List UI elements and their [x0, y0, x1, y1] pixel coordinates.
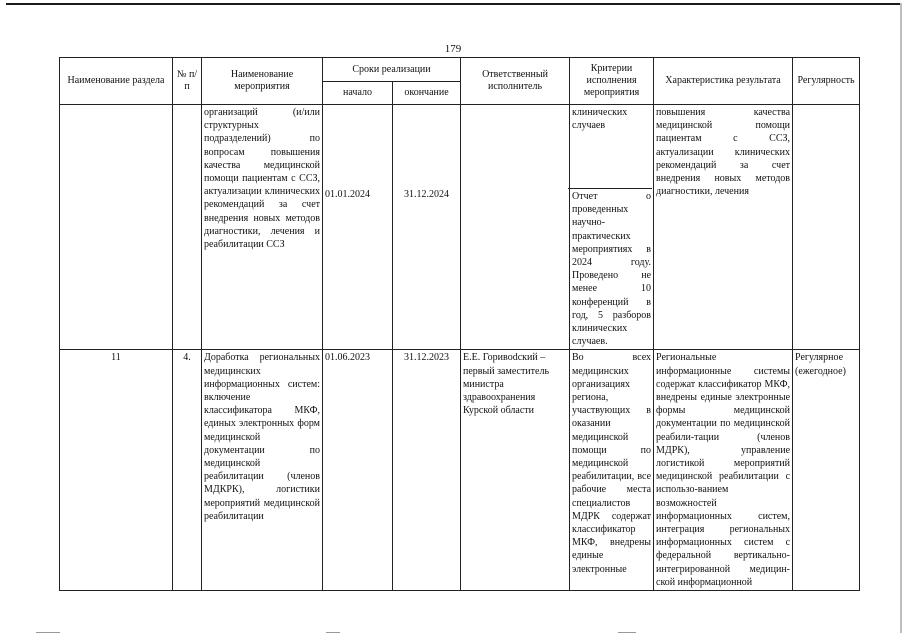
footer-mark-left [36, 632, 60, 633]
cell-end-11: 31.12.2023 [393, 350, 461, 591]
plan-table [59, 57, 860, 591]
page-number: 179 [444, 43, 462, 55]
cell-start-continued: 01.01.2024 [323, 105, 393, 350]
page-top-edge [6, 3, 901, 5]
cell-number-empty [173, 105, 202, 350]
header-responsible: Ответственный исполнитель [461, 58, 570, 105]
cell-criteria-continued [570, 105, 654, 350]
cell-regularity-11: Регулярное (ежегодное) [793, 350, 860, 591]
criteria-report-text: Отчет о проведенных научно-практических мероприятиях в 2024 году. Проведено не менее 10 конференций в год, 5 разборов клинических случаев. [572, 191, 652, 348]
page-right-edge [900, 3, 902, 633]
cell-regularity-empty [793, 105, 860, 350]
criteria-top-text: клинических случаев [572, 107, 628, 132]
footer-mark-right [618, 632, 636, 633]
header-result: Характеристика результата [654, 58, 793, 105]
cell-section-empty [60, 105, 173, 350]
header-section-name: Наименование раздела [60, 58, 173, 105]
cell-event-11: Доработка региональных медицинских информационных систем: включение классификатора МКФ, единых электронных форм медицинской документации по медицинской реабилитации (членов МДКРК), логистики мероприятий медицинской реабилитации [202, 350, 323, 591]
footer-mark-center [326, 632, 340, 633]
cell-section-11: 11 [60, 350, 173, 591]
cell-event-continued: организаций (и/или структурных подразделений) по вопросам повышения качества медицинской помощи пациентам с ССЗ, актуализации клинических рекомендаций за счет внедрения новых методов диагностики, лечения и реабилитации ССЗ [202, 105, 323, 350]
cell-result-11: Региональные информационные системы содержат классификатор МКФ, внедрены единые электронные формы медицинской документации по медицинской реабили-тации (членов МДРК), управление логистикой мероприятий медицинской реабилитации с использо-ванием возможностей информационных систем, интеграция региональных информационных систем с федеральной вертикально-интегрированной медицин-ской информационной [654, 350, 793, 591]
table-row-11 [60, 350, 860, 591]
header-number: № п/п [173, 58, 202, 105]
criteria-divider-line [568, 188, 652, 189]
cell-result-continued: повышения качества медицинской помощи пациентам с ССЗ, актуализации клинических рекомендаций за счет внедрения новых методов диагностики, лечения [654, 105, 793, 350]
cell-end-continued: 31.12.2024 [393, 105, 461, 350]
cell-start-11: 01.06.2023 [323, 350, 393, 591]
header-event-name: Наименование мероприятия [202, 58, 323, 105]
header-regularity: Регулярность [793, 58, 860, 105]
cell-responsible-11: Е.Е. Горивodский – первый заместитель министра здравоохранения Курской области [461, 350, 570, 591]
header-end: окончание [393, 82, 461, 105]
header-start: начало [323, 82, 393, 105]
header-criteria: Критерии исполнения мероприятия [570, 58, 654, 105]
table-row-continued [60, 105, 860, 350]
cell-responsible-empty [461, 105, 570, 350]
cell-number-4: 4. [173, 350, 202, 591]
cell-criteria-11: Во всех медицинских организациях региона, участвующих в оказании медицинской помощи по медицинской реабилитации, все рабочие места специалистов МДРК содержат классификатор МКФ, внедрены единые электронные [570, 350, 654, 591]
header-period: Сроки реализации [323, 58, 461, 82]
